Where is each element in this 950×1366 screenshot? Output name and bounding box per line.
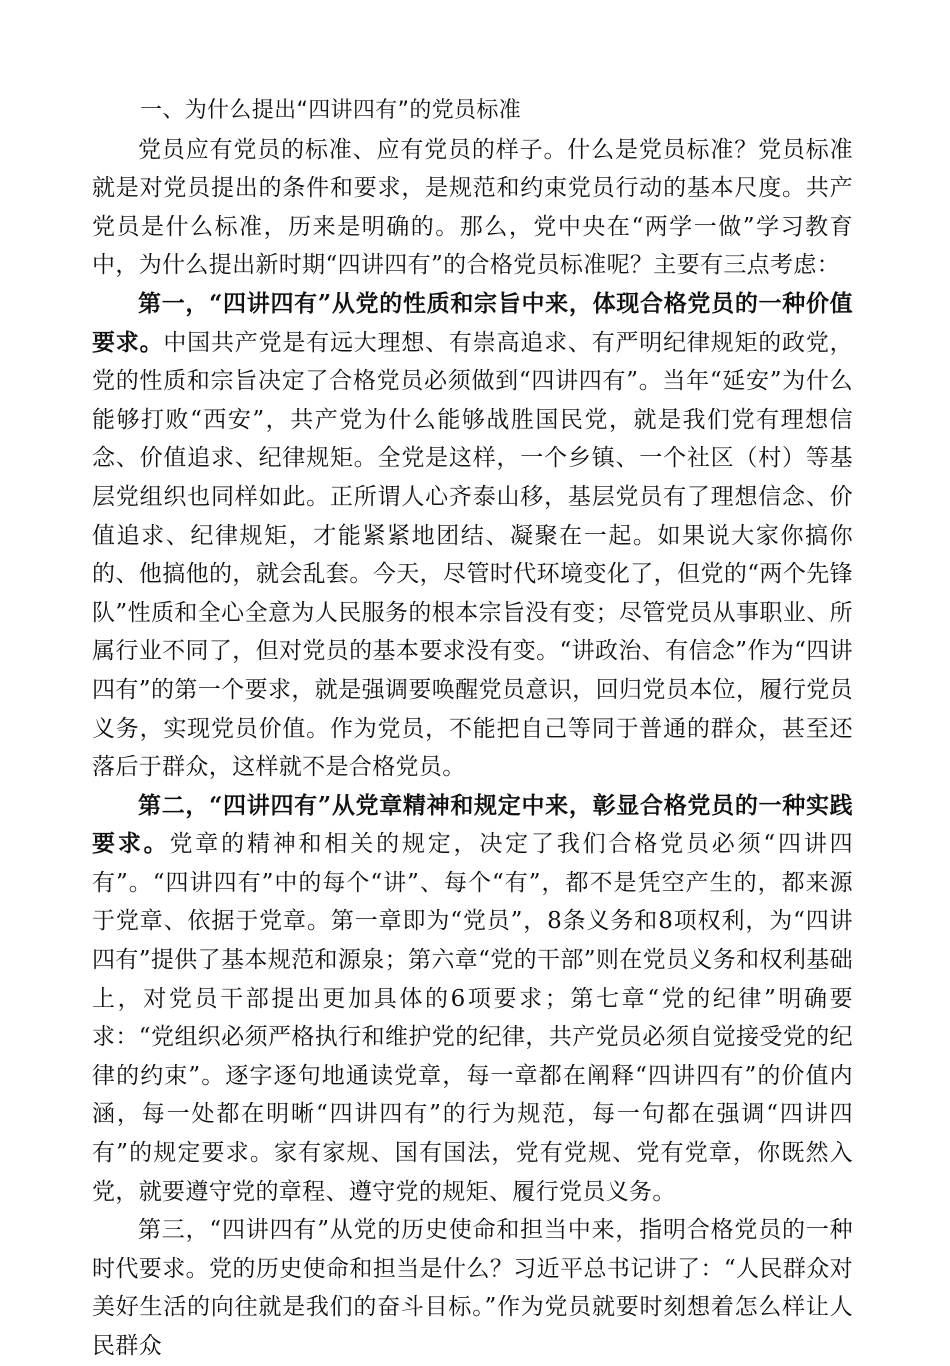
first-point-body: 中国共产党是有远大理想、有崇高追求、有严明纪律规矩的政党，党的性质和宗旨决定了合格党员必须做到“四讲四有”。当年“延安”为什么能够打败“西安”，共产党为什么能够战胜国民党，就是我们党有理想信念、价值追求、纪律规矩。全党是这样，一个乡镇、一个社区（村）等基层党组织也同样如此。正所谓人心齐泰山移，基层党员有了理想信念、价值追求、纪律规矩，才能紧紧地团结、凝聚在一起。如果说大家你搞你的、他搞他的，就会乱套。今天，尽管时代环境变化了，但党的“两个先锋队”性质和全心全意为人民服务的根本宗旨没有变；尽管党员从事职业、所属行业不同了，但对党员的基本要求没有变。“讲政治、有信念”作为“四讲四有”的第一个要求，就是强调要唤醒党员意识，回归党员本位，履行党员义务，实现党员价值。作为党员，不能把自己等同于普通的群众，甚至还落后于群众，这样就不是合格党员。 [92, 329, 853, 781]
document-page [92, 92, 853, 1366]
second-point-lead: 第二，“四讲四有”从党章精神和规定中来，彰显合格党员的一种实践要求。 [92, 791, 853, 858]
first-point-lead: 第一，“四讲四有”从党的性质和宗旨中来，体现合格党员的一种价值要求。 [92, 289, 853, 356]
section-heading: 一、为什么提出“四讲四有”的党员标准 [140, 98, 522, 123]
second-point-paragraph [92, 787, 853, 1212]
second-point-body: 党章的精神和相关的规定，决定了我们合格党员必须“四讲四有”。“四讲四有”中的每个“讲”、每个“有”，都不是凭空产生的，都来源于党章、依据于党章。第一章即为“党员”，8条义务和8项权利，为“四讲四有”提供了基本规范和源泉；第六章“党的干部”则在党员义务和权利基础上，对党员干部提出更加具体的6项要求；第七章“党的纪律”明确要求：“党组织必须严格执行和维护党的纪律，共产党员必须自觉接受党的纪律的约束”。逐字逐句地通读党章，每一章都在阐释“四讲四有”的价值内涵，每一处都在明晰“四讲四有”的行为规范，每一句都在强调“四讲四有”的规定要求。家有家规、国有国法，党有党规、党有党章，你既然入党，就要遵守党的章程、遵守党的规矩、履行党员义务。 [92, 831, 853, 1205]
intro-paragraph: 党员应有党员的标准、应有党员的样子。什么是党员标准？党员标准就是对党员提出的条件和要求，是规范和约束党员行动的基本尺度。共产党员是什么标准，历来是明确的。那么，党中央在“两学一做”学习教育中，为什么提出新时期“四讲四有”的合格党员标准呢？主要有三点考虑： [92, 136, 853, 279]
third-point-paragraph: 第三，“四讲四有”从党的历史使命和担当中来，指明合格党员的一种时代要求。党的历史使命和担当是什么？习近平总书记讲了：“人民群众对美好生活的向往就是我们的奋斗目标。”作为党员就要时刻想着怎么样让人民群众 [92, 1217, 853, 1359]
first-point-paragraph [92, 285, 853, 787]
